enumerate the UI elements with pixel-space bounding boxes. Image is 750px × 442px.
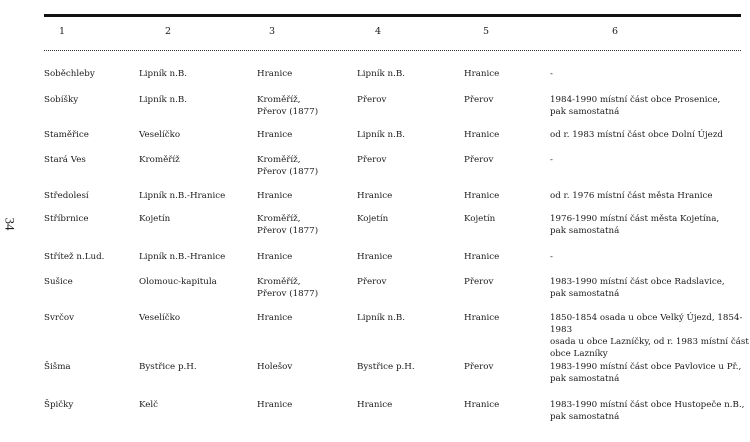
cell-manor: Veselíčko xyxy=(139,130,181,140)
cell-district-2: Hranice xyxy=(464,191,500,201)
cell-district-2: Přerov xyxy=(464,277,494,287)
cell-district-court: Kroměříž, Přerov (1877) xyxy=(257,277,319,299)
cell-municipality: Sobíšky xyxy=(44,95,79,105)
cell-district-court: Kroměříž, Přerov (1877) xyxy=(257,214,319,236)
cell-district-1: Přerov xyxy=(357,277,387,287)
cell-note: od r. 1976 místní část města Hranice xyxy=(550,191,713,201)
cell-district-1: Hranice xyxy=(357,400,393,410)
cell-district-court: Kroměříž, Přerov (1877) xyxy=(257,155,319,177)
cell-manor: Olomouc-kapitula xyxy=(139,277,217,287)
column-header-3: 3 xyxy=(269,26,276,37)
cell-manor: Kojetín xyxy=(139,214,171,224)
cell-note: 1983-1990 místní část obce Radslavice, pak samostatná xyxy=(550,277,725,299)
cell-municipality: Stříbrnice xyxy=(44,214,89,224)
cell-district-2: Hranice xyxy=(464,130,500,140)
page-number: 34 xyxy=(2,217,18,231)
cell-municipality: Soběchleby xyxy=(44,69,95,79)
cell-municipality: Šišma xyxy=(44,362,71,372)
cell-manor: Lipník n.B.-Hranice xyxy=(139,191,226,201)
cell-district-1: Bystřice p.H. xyxy=(357,362,415,372)
cell-district-1: Přerov xyxy=(357,155,387,165)
cell-note: 1984-1990 místní část obce Prosenice, pak samostatná xyxy=(550,95,721,117)
cell-district-1: Lipník n.B. xyxy=(357,313,406,323)
cell-note: - xyxy=(550,252,553,262)
cell-district-court: Hranice xyxy=(257,313,293,323)
cell-district-2: Hranice xyxy=(464,69,500,79)
cell-district-1: Přerov xyxy=(357,95,387,105)
cell-district-2: Přerov xyxy=(464,155,494,165)
column-header-2: 2 xyxy=(165,26,172,37)
cell-municipality: Špičky xyxy=(44,400,74,410)
cell-district-2: Přerov xyxy=(464,95,494,105)
cell-manor: Lipník n.B.-Hranice xyxy=(139,252,226,262)
column-header-4: 4 xyxy=(375,26,382,37)
cell-district-court: Hranice xyxy=(257,191,293,201)
cell-note: 1976-1990 místní část města Kojetína, pak samostatná xyxy=(550,214,720,236)
column-header-6: 6 xyxy=(612,26,619,37)
table-top-rule xyxy=(44,14,741,17)
cell-district-1: Kojetín xyxy=(357,214,389,224)
cell-note: od r. 1983 místní část obce Dolní Újezd xyxy=(550,130,723,140)
cell-manor: Bystřice p.H. xyxy=(139,362,197,372)
cell-district-1: Lipník n.B. xyxy=(357,69,406,79)
cell-manor: Veselíčko xyxy=(139,313,181,323)
cell-manor: Lipník n.B. xyxy=(139,69,188,79)
cell-district-court: Hranice xyxy=(257,400,293,410)
cell-note: 1850-1854 osada u obce Velký Újezd, 1854-1983 osada u obce Lazníčky, od r. 1983 místní část obce Lazníky xyxy=(550,313,749,359)
cell-district-court: Kroměříž, Přerov (1877) xyxy=(257,95,319,117)
column-header-1: 1 xyxy=(59,26,66,37)
cell-municipality: Svrčov xyxy=(44,313,75,323)
cell-district-2: Hranice xyxy=(464,252,500,262)
cell-district-court: Hranice xyxy=(257,130,293,140)
cell-note: - xyxy=(550,155,553,165)
cell-municipality: Středolesí xyxy=(44,191,89,201)
cell-district-court: Hranice xyxy=(257,69,293,79)
cell-district-1: Lipník n.B. xyxy=(357,130,406,140)
cell-note: 1983-1990 místní část obce Hustopeče n.B., pak samostatná xyxy=(550,400,745,422)
cell-municipality: Sušice xyxy=(44,277,73,287)
cell-manor: Lipník n.B. xyxy=(139,95,188,105)
cell-district-2: Kojetín xyxy=(464,214,496,224)
cell-district-court: Holešov xyxy=(257,362,293,372)
cell-district-2: Hranice xyxy=(464,313,500,323)
cell-municipality: Staměřice xyxy=(44,130,89,140)
cell-manor: Kelč xyxy=(139,400,159,410)
cell-district-1: Hranice xyxy=(357,252,393,262)
cell-district-1: Hranice xyxy=(357,191,393,201)
cell-note: - xyxy=(550,69,553,79)
header-divider xyxy=(44,50,741,51)
cell-municipality: Stará Ves xyxy=(44,155,86,165)
cell-district-2: Hranice xyxy=(464,400,500,410)
cell-district-court: Hranice xyxy=(257,252,293,262)
cell-district-2: Přerov xyxy=(464,362,494,372)
cell-note: 1983-1990 místní část obce Pavlovice u Př., pak samostatná xyxy=(550,362,742,384)
cell-manor: Kroměříž xyxy=(139,155,180,165)
column-header-5: 5 xyxy=(483,26,490,37)
cell-municipality: Střítež n.Lud. xyxy=(44,252,105,262)
